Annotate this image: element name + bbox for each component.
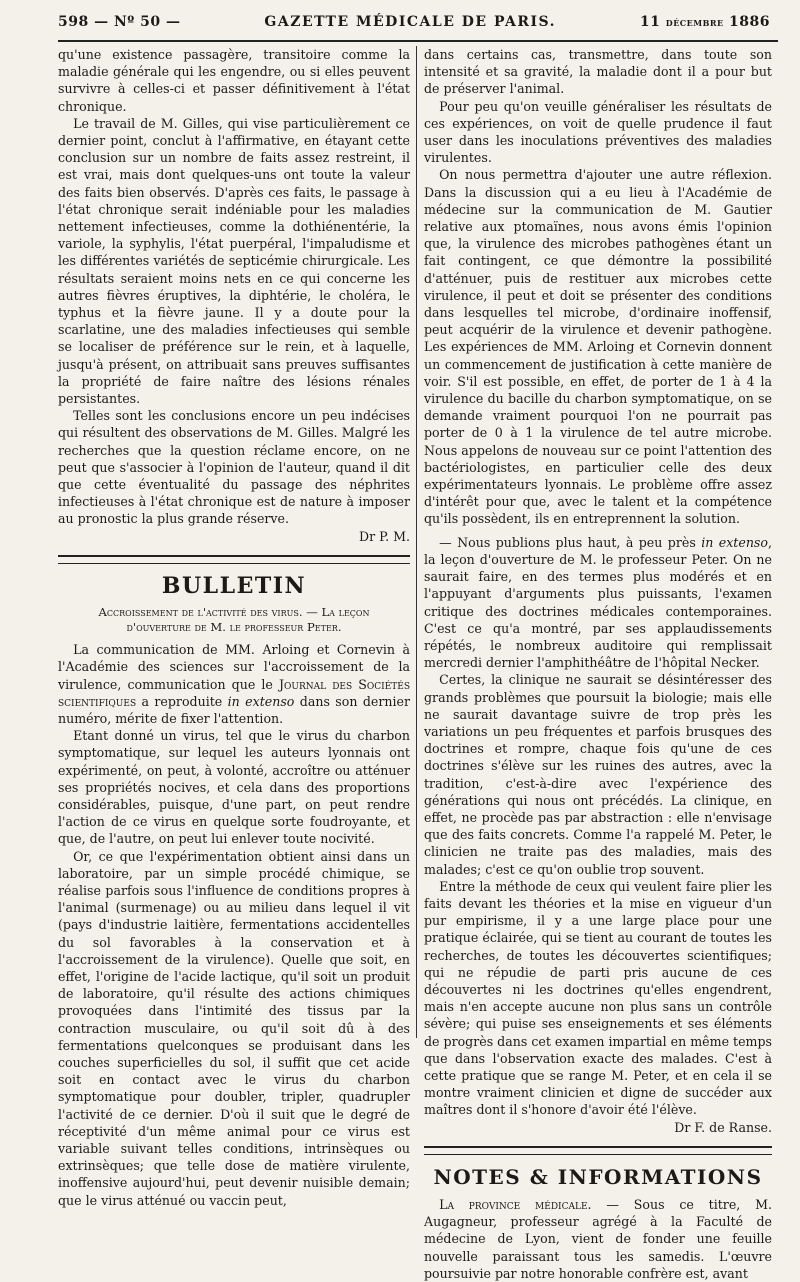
paragraph xyxy=(424,534,772,672)
subtitle-line: Accroissement de l'activité des virus. — La leçon xyxy=(98,605,370,620)
paragraph: Entre la méthode de ceux qui veulent faire plier les faits devant les théories et la mise en vigueur d'un pur empirisme, il y a une large place pour une pratique éclairée, qui se tient au courant de toutes les recherches, de toutes les découvertes scientifiques; qui ne répudie de parti pris aucune de ces découvertes ni les doctrines qu'elles engendrent, mais n'en accepte aucune non plus sans un contrôle sévère; qui puise ses enseignements et ses éléments de progrès dans cet examen impartial en même temps que dans l'observation exacte des malades. C'est à cette pratique que se range M. Peter, et en cela il se montre vraiment clinicien et digne de succéder aux maîtres dont il s'honore d'avoir été l'élève. xyxy=(424,878,773,1118)
paragraph: Etant donné un virus, tel que le virus du charbon symptomatique, sur lequel les auteurs lyonnais ont expérimenté, on peut, à volonté, accroître ou atténuer ses propriétés nocives, et cela dans des proportions considérables, puisque, d'une part, on peut rendre l'action de ce virus en quelque sorte foudroyante, et que, de l'autre, on peut lui enlever toute nocivité. xyxy=(58,728,410,847)
left-column xyxy=(58,46,410,1208)
subtitle-line: d'ouverture de M. le professeur Peter. xyxy=(126,620,342,635)
right-column xyxy=(424,46,773,1281)
issue-date xyxy=(640,14,770,30)
section-divider xyxy=(424,1146,772,1155)
section-divider xyxy=(58,555,410,564)
notes-heading: NOTES & INFORMATIONS xyxy=(433,1164,763,1189)
text-run: , la leçon d'ouverture de M. le professeur Peter. On ne saurait faire, en des termes plus modérés et en l'appuyant d'arguments plus puissants, l'examen critique des doctrines médicales contemporaines. C'est ce qu'a montré, par ses applaudissements répétés, le nombreux auditoire qui remplissait mercredi dernier l'amphithéâtre de l'hôpital Necker. xyxy=(424,534,772,671)
header-rule xyxy=(58,40,778,42)
emphasis: in extenso xyxy=(227,693,295,709)
journal-name: Journal des Sociétés scientifiques xyxy=(58,676,410,709)
paragraph xyxy=(58,641,410,727)
page-header xyxy=(58,14,770,40)
bulletin-subtitle xyxy=(64,605,404,635)
paragraph: Pour peu qu'on veuille généraliser les résultats de ces expériences, on voit de quelle prudence il faut user dans les inoculations préventives des maladies virulentes. xyxy=(424,98,772,166)
page-number: 598 xyxy=(58,14,89,30)
journal-title: GAZETTE MÉDICALE DE PARIS. xyxy=(264,14,556,30)
page-number-group xyxy=(58,14,181,30)
paragraph: Certes, la clinique ne saurait se désintéresser des grands problèmes que poursuit la biologie; mais elle ne saurait davantage suivre de trop près les variations un peu fréquentes et parfois brusques des doctrines et rompre, chaque fois qu'une de ces doctrines s'élève sur les ruines des autres, avec la tradition, c'est-à-dire avec l'expérience des générations qui nous ont précédés. La clinique, en effet, ne procède pas par abstraction : elle n'envisage que des faits concrets. Comme l'a rappelé M. Peter, le clinicien ne traite pas des maladies, mais des malades; c'est ce qu'on oublie trop souvent. xyxy=(424,672,772,877)
text-run: dans son dernier numéro, mérite de fixer l'attention. xyxy=(58,693,410,726)
date-month: décembre xyxy=(665,15,724,29)
paragraph: Le travail de M. Gilles, qui vise particulièrement ce dernier point, conclut à l'affirmative, en étayant cette conclusion sur un nombre de faits assez restreint, il est vrai, mais dont quelques-uns ont toute la valeur des faits bien observés. D'après ces faits, le passage à l'état chronique serait indéniable pour les maladies nettement infectieuses, comme la dothiénentérie, la variole, la syphylis, l'état puerpéral, l'impaludisme et les différentes variétés de septicémie chirurgicale. Les résultats seraient moins nets en ce qui concerne les autres fièvres éruptives, la diphtérie, le choléra, le typhus et la fièvre jaune. Il y a doute pour la scarlatine, une des maladies infectieuses qui semble se localiser de préférence sur le rein, et à laquelle, jusqu'à présent, on attribuait sans preuves suffisantes la propriété de faire naître des lésions rénales persistantes. xyxy=(58,115,410,407)
paragraph: On nous permettra d'ajouter une autre réflexion. Dans la discussion qui a eu lieu à l'Académie de médecine sur la communication de M. Gautier relative aux ptomaïnes, nous avons émis l'opinion que, la virulence des microbes pathogènes étant un fait contingent, ce que démontre la possibilité d'atténuer, puis de restituer aux microbes cette virulence, il peut et doit se présenter des conditions dans lesquelles tel microbe, d'ordinaire inoffensif, peut acquérir de la virulence et devenir pathogène. Les expériences de MM. Arloing et Cornevin donnent un commencement de justification à cette manière de voir. S'il est possible, en effet, de porter de 1 à 4 la virulence du bacille du charbon symptomatique, on se demande vraiment pourquoi l'on ne pourrait pas porter de 0 à 1 la virulence de tel autre microbe. Nous appelons de nouveau sur ce point l'attention des bactériologistes, en particulier celle des deux expérimentateurs lyonnais. Le problème offre assez d'intérêt pour que, avec le talent et la compétence qu'ils possèdent, ils en entreprennent la solution. xyxy=(424,167,772,527)
text-run: a reproduite xyxy=(136,693,228,709)
paragraph: qu'une existence passagère, transitoire comme la maladie générale qui les engendre, ou si elles peuvent survivre à celles-ci et passer définitivement à l'état chronique. xyxy=(58,47,410,114)
paragraph: dans certains cas, transmettre, dans toute son intensité et sa gravité, la maladie dont il a pour but de préserver l'animal. xyxy=(424,47,772,97)
bulletin-heading: BULLETIN xyxy=(161,572,307,599)
column-divider xyxy=(416,46,417,1038)
emphasis: in extenso xyxy=(701,534,768,550)
paragraph: Telles sont les conclusions encore un peu indécises qui résultent des observations de M. Gilles. Malgré les recherches que la question réclame encore, on ne peut que s'associer à l'opinion de l'auteur, quand il dit que cette éventualité du passage des néphrites infectieuses à l'état chronique est de nature à imposer au pronostic la plus grande réserve. xyxy=(58,408,410,527)
paragraph: Or, ce que l'expérimentation obtient ainsi dans un laboratoire, par un simple procédé chimique, se réalise parfois sous l'influence de conditions propres à l'animal (surmenage) ou au milieu dans lequel il vit (pays d'industrie laitière, fermentations accidentelles du sol favorables à la conservation et à l'accroissement de la virulence). Quelle que soit, en effet, l'origine de l'acide lactique, qu'il soit un produit de laboratoire, qu'il résulte des actions chimiques provoquées dans l'intimité des tissus par la contraction musculaire, ou qu'il soit dû à des fermentations quelconques se produisant dans les couches superficielles du sol, il suffit que cet acide soit en contact avec le virus du charbon symptomatique pour doubler, tripler, quadrupler l'activité de ce dernier. D'où il suit que le degré de réceptivité d'un même animal pour ce virus est variable suivant telles conditions, intrinsèques ou extrinsèques; que telle dose de matière virulente, inoffensive aujourd'hui, peut devenir nuisible demain; que le virus atténué ou vaccin peut, xyxy=(58,848,410,1208)
text-run: La communication de MM. Arloing et Cornevin à l'Académie des sciences sur l'accroissement de la virulence, communication que le xyxy=(58,642,410,692)
author-signature: Dr F. de Ranse. xyxy=(674,1119,772,1135)
date-day: 11 xyxy=(639,14,661,30)
date-year: 1886 xyxy=(729,14,770,30)
issue-number: — Nº 50 — xyxy=(94,14,181,30)
text-run: — Sous ce titre, M. Augagneur, professeur agrégé à la Faculté de médecine de Lyon, vient de fonder une feuille nouvelle paraissant tous les samedis. L'œuvre poursuivie par notre honorable confrère est, avant xyxy=(424,1197,772,1281)
note-label: La province médicale. xyxy=(439,1197,592,1212)
text-run: — Nous publions plus haut, à peu près xyxy=(439,534,702,550)
paragraph xyxy=(424,1196,772,1282)
author-signature: Dr P. M. xyxy=(359,528,410,544)
